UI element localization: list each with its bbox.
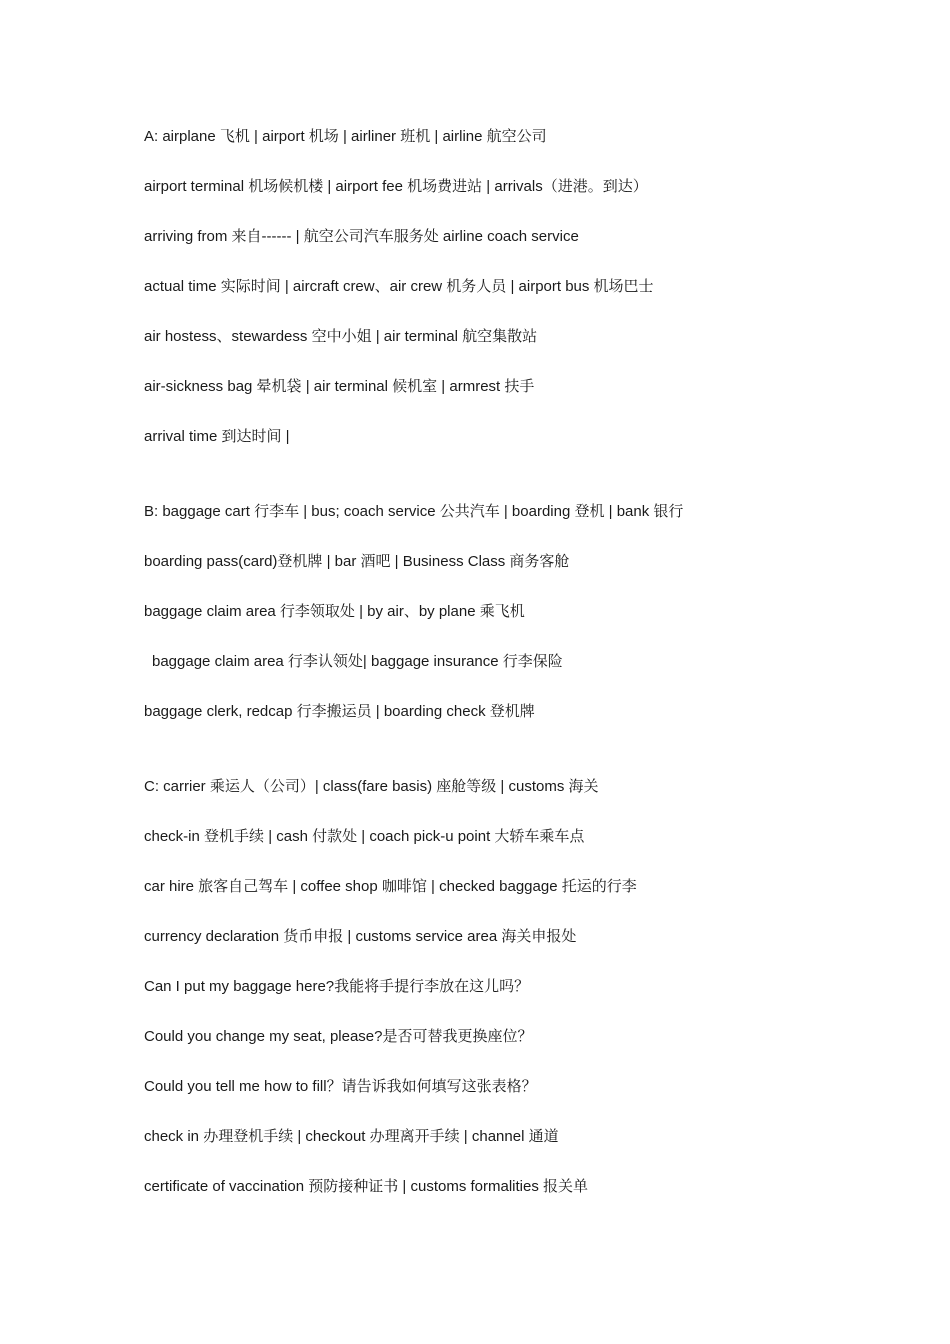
- section-a-line-1: A: airplane 飞机 | airport 机场 | airliner 班机 | airline 航空公司: [144, 128, 547, 145]
- section-a-line-2: airport terminal 机场候机楼 | airport fee 机场费进站 | arrivals（进港。到达）: [144, 178, 648, 195]
- vocabulary-list: [144, 124, 844, 1224]
- section-c-line-6: Could you change my seat, please?是否可替我更换座位？: [144, 1028, 533, 1045]
- section-a-line-5: air hostess、stewardess 空中小姐 | air terminal 航空集散站: [144, 328, 538, 345]
- section-a-line-4: actual time 实际时间 | aircraft crew、air crew 机务人员 | airport bus 机场巴士: [144, 278, 654, 295]
- section-b-line-1: B: baggage cart 行李车 | bus; coach service 公共汽车 | boarding 登机 | bank 银行: [144, 503, 684, 520]
- section-a-line-6: air-sickness bag 晕机袋 | air terminal 候机室 | armrest 扶手: [144, 378, 535, 395]
- section-c-line-9: certificate of vaccination 预防接种证书 | customs formalities 报关单: [144, 1178, 589, 1195]
- section-b-line-3: baggage claim area 行李领取处 | by air、by plane 乘飞机: [144, 603, 525, 620]
- section-c-line-3: car hire 旅客自己驾车 | coffee shop 咖啡馆 | checked baggage 托运的行李: [144, 878, 637, 895]
- section-b-line-4: baggage claim area 行李认领处| baggage insurance 行李保险: [152, 653, 563, 670]
- section-c-line-2: check-in 登机手续 | cash 付款处 | coach pick-u point 大轿车乘车点: [144, 828, 585, 845]
- section-b-line-5: baggage clerk, redcap 行李搬运员 | boarding check 登机牌: [144, 703, 535, 720]
- section-c-line-1: C: carrier 乘运人（公司）| class(fare basis) 座舱等级 | customs 海关: [144, 778, 599, 795]
- section-a-line-3: arriving from 来自------ | 航空公司汽车服务处 airline coach service: [144, 228, 579, 245]
- section-c-line-8: check in 办理登机手续 | checkout 办理离开手续 | channel 通道: [144, 1128, 559, 1145]
- section-a-line-7: arrival time 到达时间 |: [144, 428, 290, 445]
- section-c-line-5: Can I put my baggage here?我能将手提行李放在这儿吗？: [144, 978, 530, 995]
- section-b-line-2: boarding pass(card)登机牌 | bar 酒吧 | Business Class 商务客舱: [144, 553, 570, 570]
- section-c-line-7: Could you tell me how to fill？请告诉我如何填写这张表格？: [144, 1078, 537, 1095]
- section-c-line-4: currency declaration 货币申报 | customs service area 海关申报处: [144, 928, 577, 945]
